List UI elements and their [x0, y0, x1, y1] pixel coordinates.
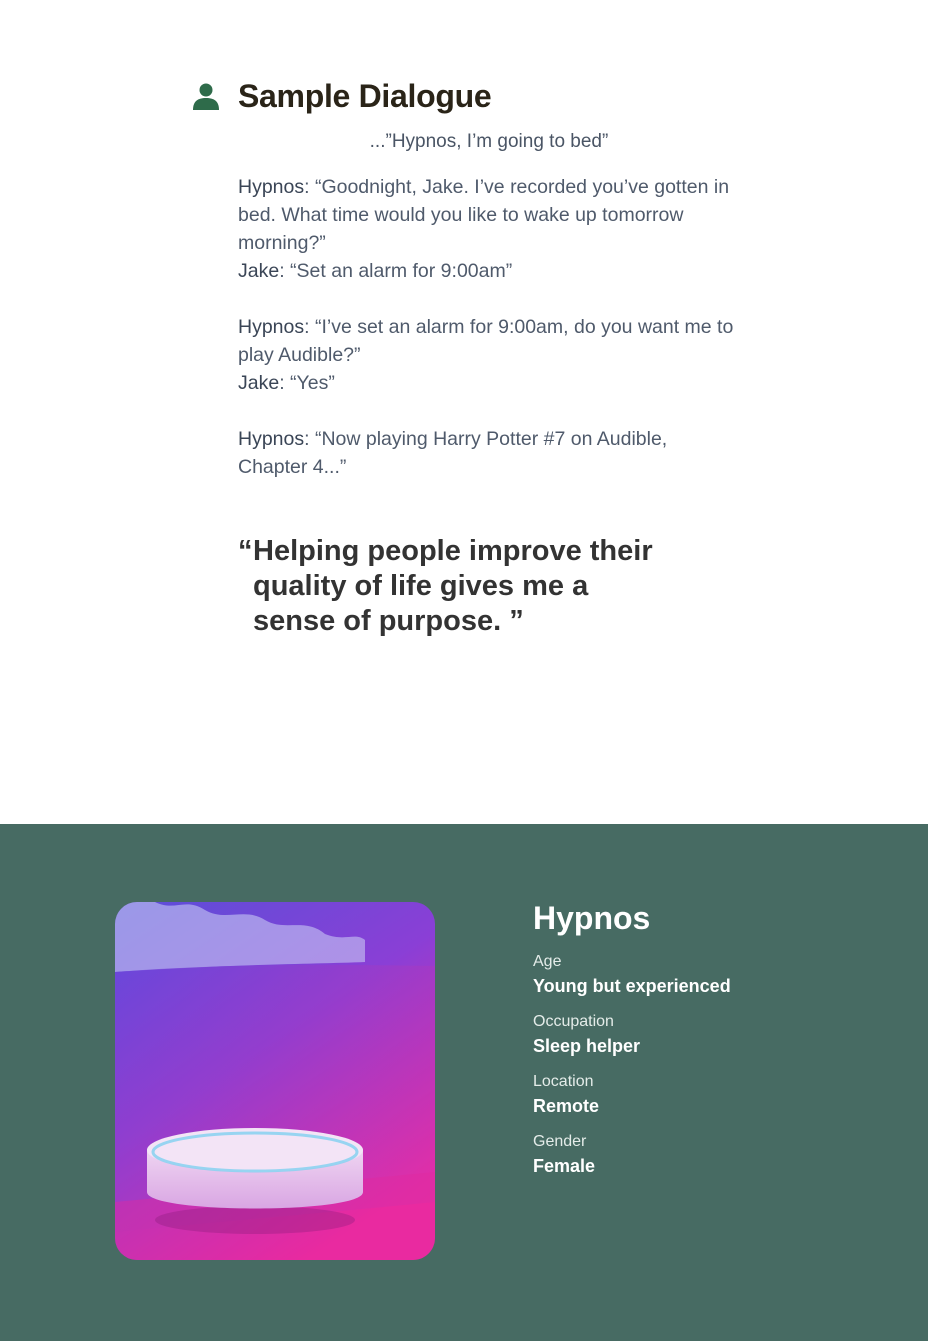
field-label: Age: [533, 953, 562, 970]
speaker-name: Jake: [238, 372, 280, 394]
dialogue-line: [238, 313, 738, 369]
field-label: Location: [533, 1073, 594, 1090]
field-label: Occupation: [533, 1013, 614, 1030]
field-value: Female: [533, 1156, 596, 1176]
dialogue-text: : “Yes”: [279, 372, 335, 394]
dialogue-line: [238, 425, 738, 481]
person-icon: [193, 83, 219, 111]
profile-field-age: [533, 951, 731, 999]
persona-profile: [533, 900, 731, 1191]
smart-speaker-photo: [115, 902, 435, 1260]
dialogue-transcript: [238, 173, 738, 481]
dialogue-text: : “Goodnight, Jake. I’ve recorded you’ve gotten in bed. What time would you like to wake up tomorrow morning?”: [238, 176, 730, 254]
field-label: Gender: [533, 1133, 587, 1150]
pull-quote: [238, 534, 658, 639]
section-header: [193, 78, 491, 115]
profile-field-occupation: [533, 1011, 731, 1059]
speaker-name: Jake: [238, 260, 280, 282]
spacer: [238, 285, 738, 313]
open-quote-mark: “: [238, 535, 253, 567]
dialogue-line: [238, 173, 738, 257]
section-title: Sample Dialogue: [238, 78, 492, 114]
profile-field-gender: [533, 1131, 731, 1179]
field-value: Young but experienced: [533, 976, 731, 996]
quote-text: Helping people improve their quality of life gives me a sense of purpose. ”: [253, 535, 653, 637]
speaker-name: Hypnos: [238, 428, 305, 450]
dialogue-line: [238, 257, 738, 285]
dialogue-text: : “Set an alarm for 9:00am”: [279, 260, 513, 282]
dialogue-text: : “I’ve set an alarm for 9:00am, do you want me to play Audible?”: [238, 316, 734, 366]
speaker-name: Hypnos: [238, 176, 305, 198]
smart-speaker-illustration: [115, 902, 435, 1260]
persona-panel: [0, 824, 928, 1341]
speaker-name: Hypnos: [238, 316, 305, 338]
dialogue-intro: ...”Hypnos, I’m going to bed”: [369, 131, 609, 152]
profile-field-location: [533, 1071, 731, 1119]
persona-name: Hypnos: [533, 900, 651, 936]
field-value: Sleep helper: [533, 1036, 641, 1056]
spacer: [238, 397, 738, 425]
dialogue-text: : “Now playing Harry Potter #7 on Audible, Chapter 4...”: [238, 428, 668, 478]
field-value: Remote: [533, 1096, 600, 1116]
dialogue-line: [238, 369, 738, 397]
